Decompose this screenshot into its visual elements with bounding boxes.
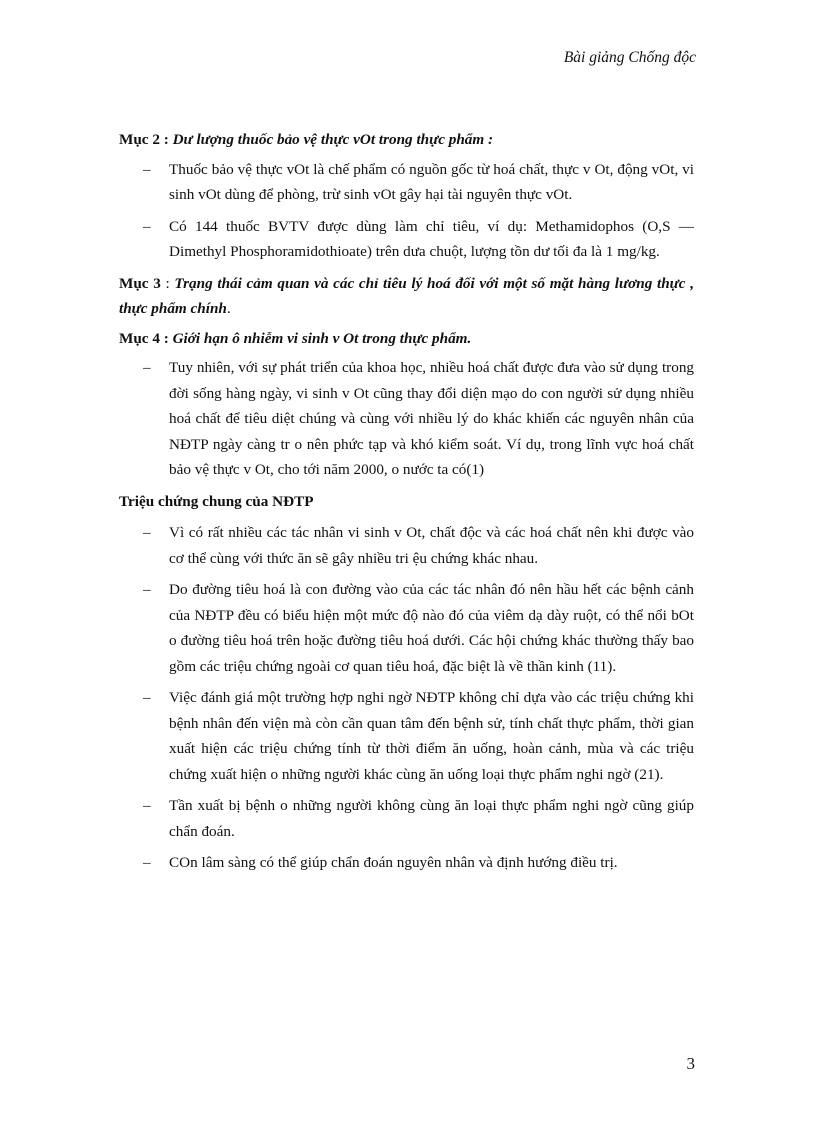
list-item-text: Vì có rất nhiều các tác nhân vi sinh v Ot, chất độc và các hoá chất nên khi được vào cơ thể cùng với thức ăn sẽ gây nhiều tri ệu chứng khác nhau. [169,524,694,567]
list-item [119,850,694,876]
dash-bullet: – [143,359,151,376]
list-item-text: Thuốc bảo vệ thực vOt là chế phẩm có nguồn gốc từ hoá chất, thực v Ot, động vOt, vi sinh vOt dùng để phòng, trừ sinh vOt gây hại tài nguyên thực vOt. [169,160,694,203]
section-muc3-title: Trạng thái cảm quan và các chỉ tiêu lý hoá đối với một số mặt hàng lương thực , thực phẩm chính [119,274,694,317]
list-item [119,685,694,787]
list-item [119,520,694,571]
dash-bullet: – [143,581,151,598]
dash-bullet: – [143,797,151,814]
section-muc3-label: Mục 3 [119,274,161,292]
section-symptoms-list [119,520,694,876]
list-item-text: Có 144 thuốc BVTV được dùng làm chỉ tiêu, ví dụ: Methamidophos (O,S — Dimethyl Phosphoramidothioate) trên dưa chuột, lượng tồn dư tối đa là 1 mg/kg. [169,217,694,260]
section-muc4-heading [119,326,694,352]
list-item [119,793,694,844]
list-item [119,157,694,208]
list-item-text: Tuy nhiên, với sự phát triển của khoa học, nhiều hoá chất được đưa vào sử dụng trong đời sống hàng ngày, vi sinh v Ot cũng thay đổi diện mạo do con người sử dụng nhiều hoá chất để tiêu diệt chúng và cùng với nhiều lý do khác khiến các nguyên nhân của NĐTP ngày càng tr o nên phức tạp và khó kiểm soát. Ví dụ, trong lĩnh vực hoá chất bảo vệ thực v Ot, cho tới năm 2000, o nước ta có(1) [169,359,694,478]
section-muc2-title: Dư lượng thuốc bảo vệ thực vOt trong thực phẩm : [172,131,494,148]
section-muc2-list [119,157,694,265]
document-body [119,127,694,882]
dash-bullet: – [143,689,151,706]
section-symptoms-heading: Triệu chứng chung của NĐTP [119,492,314,510]
section-muc4-label: Mục 4 : [119,329,169,347]
page-number: 3 [686,1054,695,1073]
list-item-text: Việc đánh giá một trường hợp nghi ngờ NĐTP không chỉ dựa vào các triệu chứng khi bệnh nhân đến viện mà còn cần quan tâm đến bệnh sử, tính chất thực phẩm, thời gian xuất hiện các triệu chứng tính từ thời điểm ăn uống, hoàn cảnh, mùa và các triệu chứng xuất hiện o những người khác cùng ăn uống loại thực phẩm nghi ngờ (21). [169,689,694,783]
section-muc4-title: Giới hạn ô nhiễm vi sinh v Ot trong thực phẩm. [172,329,472,347]
list-item-text: Tần xuất bị bệnh o những người không cùng ăn loại thực phẩm nghi ngờ cũng giúp chẩn đoán. [169,797,694,840]
section-muc2-heading [119,127,694,153]
dash-bullet: – [143,160,151,178]
section-muc4-list [119,355,694,483]
page-header-title: Bài giảng Chống độc [563,49,696,66]
section-muc3-end: . [226,300,231,317]
section-muc3-heading [119,271,694,322]
dash-bullet: – [143,854,151,871]
list-item [119,214,694,265]
list-item-text: Do đường tiêu hoá là con đường vào của các tác nhân đó nên hầu hết các bệnh cảnh của NĐTP đều có biểu hiện một mức độ nào đó của viêm dạ dày ruột, có thể nổi bOt o đường tiêu hoá trên hoặc đường tiêu hoá dưới. Các hội chứng khác thường thấy bao gồm các triệu chứng ngoài cơ quan tiêu hoá, đặc biệt là về thần kinh (11). [169,581,694,675]
list-item-text: COn lâm sàng có thể giúp chẩn đoán nguyên nhân và định hướng điều trị. [169,854,618,871]
section-muc2-label: Mục 2 : [119,131,169,148]
list-item [119,577,694,679]
list-item [119,355,694,483]
dash-bullet: – [143,524,151,541]
dash-bullet: – [143,217,151,235]
section-muc3-separator: : [160,274,175,292]
